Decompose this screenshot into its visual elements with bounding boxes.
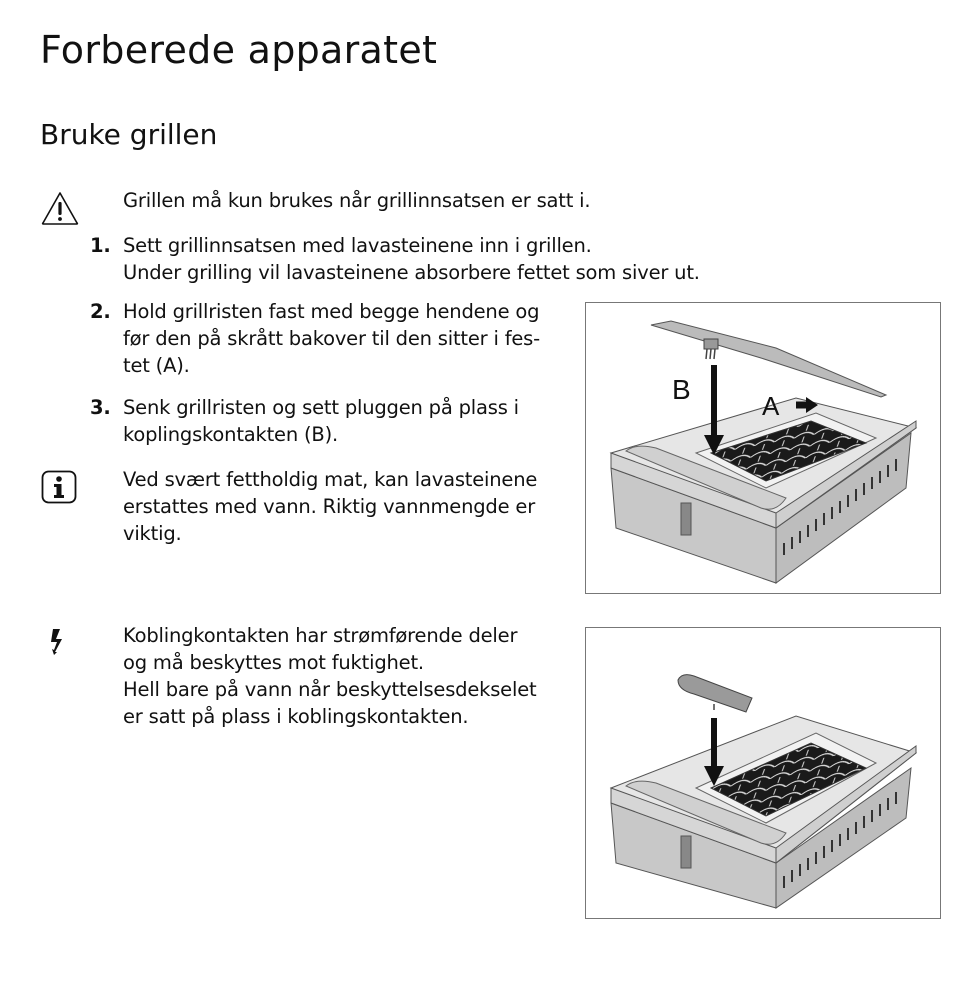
step-number: 3.: [90, 396, 111, 419]
lightning-bolt-icon: [50, 628, 66, 660]
page-title: Forberede apparatet: [40, 28, 438, 72]
step-line: koplingskontakten (B).: [123, 423, 339, 446]
step-line: tet (A).: [123, 354, 190, 377]
info-line: viktig.: [123, 522, 182, 545]
step-number: 1.: [90, 234, 111, 257]
step-number: 2.: [90, 300, 111, 323]
info-note-text: [123, 466, 537, 547]
protective-cover-illustration: [585, 627, 941, 919]
step-line: Senk grillristen og sett pluggen på plass i: [123, 396, 519, 419]
electric-line: og må beskyttes mot fuktighet.: [123, 651, 424, 674]
info-line: Ved svært fettholdig mat, kan lavasteinene: [123, 468, 538, 491]
label-a: A: [762, 391, 780, 421]
section-title: Bruke grillen: [40, 118, 218, 151]
electric-line: Koblingkontakten har strømførende deler: [123, 624, 518, 647]
label-b: B: [672, 374, 691, 405]
warning-triangle-icon: [40, 190, 80, 230]
electric-line: Hell bare på vann når beskyttelsesdekselet: [123, 678, 537, 701]
info-icon: [41, 470, 77, 508]
step-line: før den på skrått bakover til den sitter i fes-: [123, 327, 540, 350]
grill-insert-illustration: [585, 302, 941, 594]
electric-line: er satt på plass i koblingskontakten.: [123, 705, 469, 728]
step-line: Sett grillinnsatsen med lavasteinene inn i grillen.: [123, 234, 592, 257]
info-line: erstattes med vann. Riktig vannmengde er: [123, 495, 536, 518]
warning-note-text: Grillen må kun brukes når grillinnsatsen er satt i.: [123, 189, 591, 212]
step-line: Under grilling vil lavasteinene absorbere fettet som siver ut.: [123, 261, 700, 284]
electric-note-text: [123, 622, 536, 730]
step-line: Hold grillristen fast med begge hendene og: [123, 300, 540, 323]
